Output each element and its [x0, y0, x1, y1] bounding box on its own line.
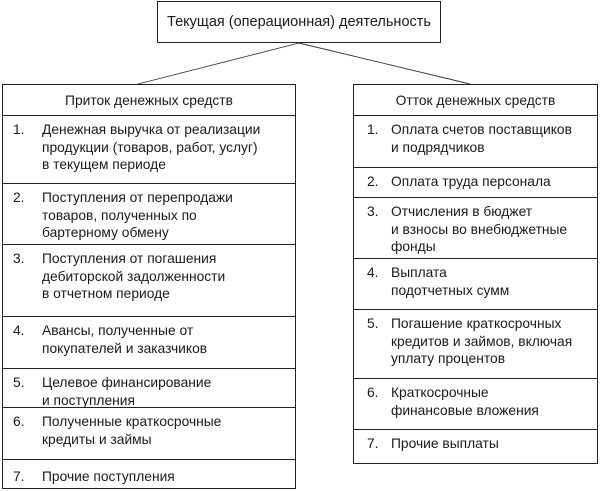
outflow-panel [353, 84, 598, 464]
inflow-item-4 [3, 316, 295, 369]
item-text: Оплата труда персонала [391, 174, 551, 189]
root-title: Текущая (операционная) деятельность [167, 14, 431, 30]
item-text: Прочие поступления [42, 469, 175, 484]
outflow-title: Отток денежных средств [395, 92, 556, 108]
item-number: 5. [13, 375, 25, 390]
item-number: 1. [13, 122, 25, 137]
outflow-item-3 [354, 197, 597, 259]
item-text: Поступления от погашения дебиторской задолженности в отчетном периоде [42, 251, 226, 301]
item-number: 2. [367, 174, 379, 189]
item-number: 1. [367, 122, 379, 137]
item-text: Полученные краткосрочные кредиты и займы [42, 414, 222, 447]
inflow-item-1 [3, 115, 295, 184]
item-number: 5. [367, 316, 379, 331]
connector-to-outflow [299, 43, 470, 84]
inflow-item-5 [3, 368, 295, 408]
outflow-item-1 [354, 115, 597, 168]
item-text: Погашение краткосрочных кредитов и займов, включая уплату процентов [391, 316, 573, 366]
outflow-item-6 [354, 378, 597, 430]
item-text: Целевое финансирование и поступления [42, 375, 212, 408]
item-number: 3. [367, 204, 379, 219]
item-number: 4. [13, 323, 25, 338]
item-text: Авансы, полученные от покупателей и заказчиков [42, 323, 208, 356]
item-number: 2. [13, 190, 25, 205]
inflow-title: Приток денежных средств [65, 92, 233, 108]
outflow-item-5 [354, 309, 597, 379]
inflow-panel [2, 84, 296, 489]
connector-to-inflow [138, 43, 299, 84]
item-number: 6. [13, 414, 25, 429]
item-text: Прочие выплаты [391, 436, 499, 451]
inflow-item-7 [3, 459, 295, 489]
root-node [157, 1, 441, 43]
outflow-item-4 [354, 258, 597, 310]
inflow-item-3 [3, 244, 295, 317]
item-text: Выплата подотчетных сумм [391, 265, 510, 298]
item-number: 6. [367, 385, 379, 400]
item-number: 3. [13, 251, 25, 266]
item-number: 7. [367, 436, 379, 451]
inflow-item-6 [3, 407, 295, 460]
item-text: Краткосрочные финансовые вложения [391, 385, 539, 418]
item-text: Поступления от перепродажи товаров, полученных по бартерному обмену [42, 190, 233, 240]
item-text: Отчисления в бюджет и взносы во внебюджетные фонды [391, 204, 568, 254]
inflow-item-2 [3, 183, 295, 245]
item-text: Оплата счетов поставщиков и подрядчиков [391, 122, 572, 155]
item-number: 7. [13, 469, 25, 484]
item-text: Денежная выручка от реализации продукции (товаров, работ, услуг) в текущем периоде [42, 122, 261, 172]
outflow-item-7 [354, 429, 597, 464]
item-number: 4. [367, 265, 379, 280]
outflow-item-2 [354, 167, 597, 198]
